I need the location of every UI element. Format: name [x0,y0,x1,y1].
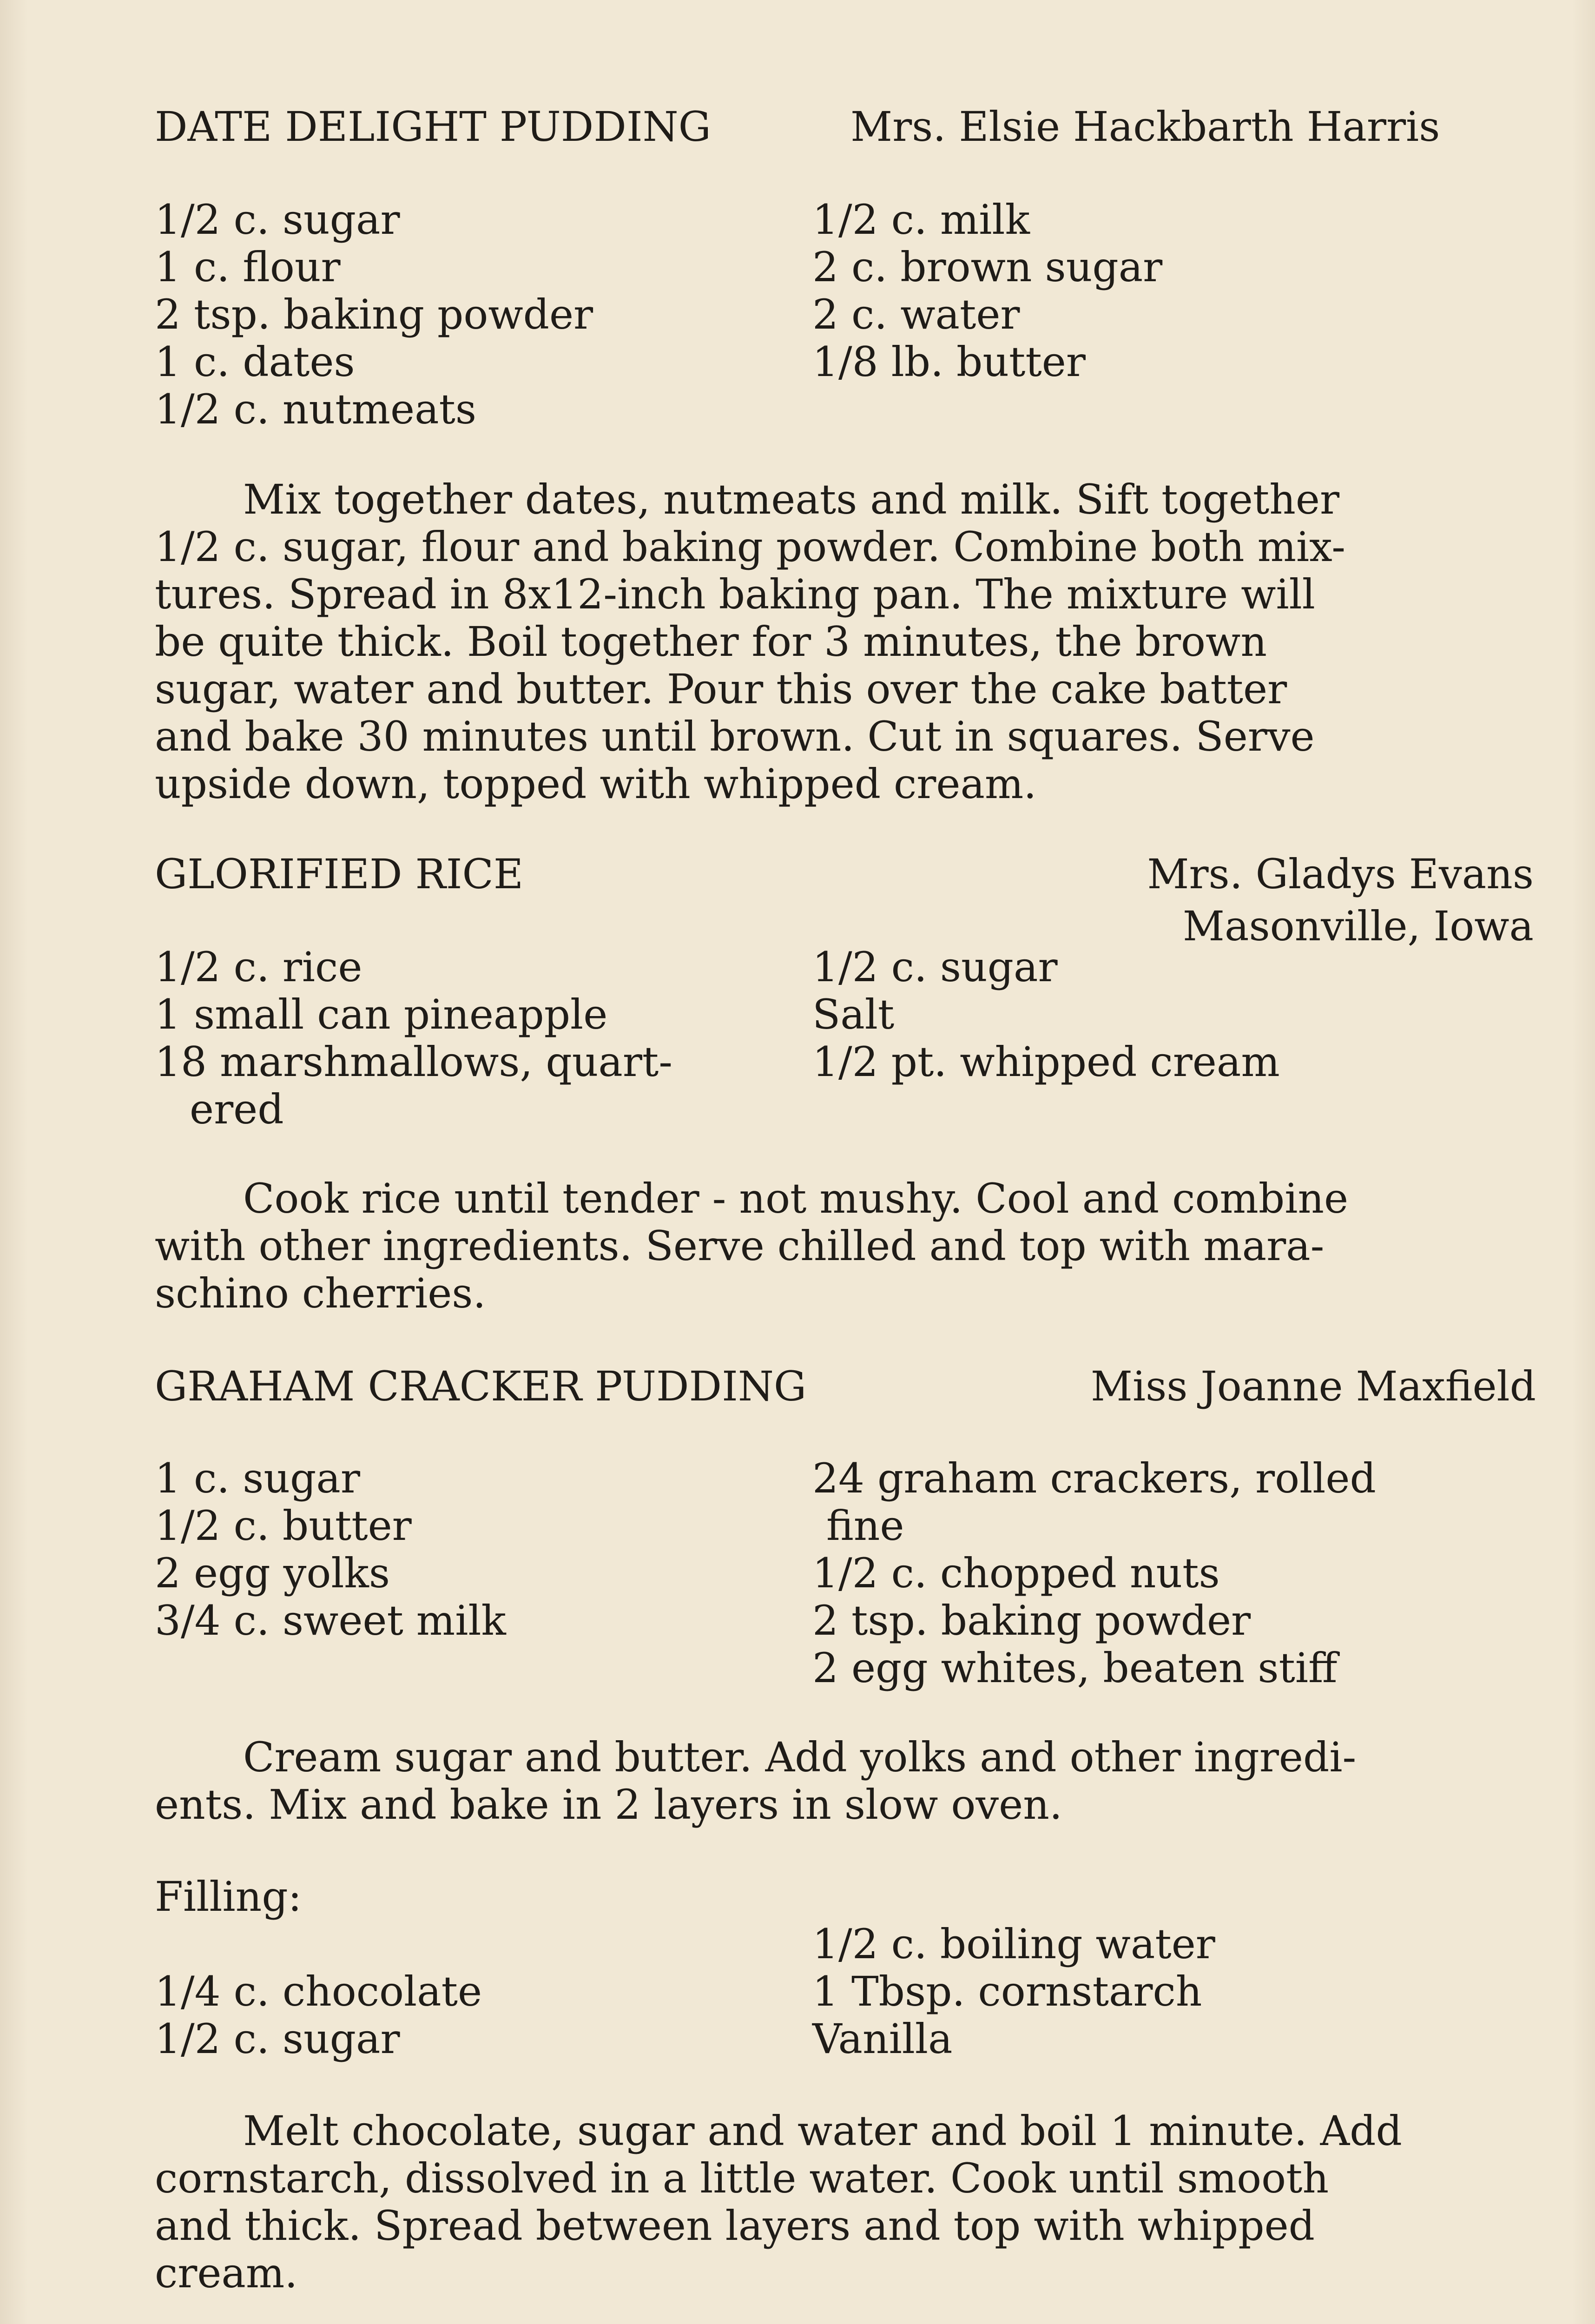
ingredients-right [812,944,1280,1086]
direction-line: 1/2 c. sugar, flour and baking powder. Combine both mix- [155,523,1345,571]
ingredient: ered [190,1085,284,1133]
direction-line: Cream sugar and butter. Add yolks and other ingredi- [243,1733,1357,1781]
ingredient: 2 tsp. baking powder [812,1597,1251,1644]
ingredients-left [155,196,593,433]
direction-line: and thick. Spread between layers and top with whipped [155,2202,1315,2250]
ingredient: 24 graham crackers, rolled [812,1454,1376,1502]
ingredients-left [155,1455,506,1644]
ingredient: Salt [812,990,895,1038]
filling-ingredients-right [812,1921,1215,2063]
ingredient: 18 marshmallows, quart- [155,1038,673,1086]
ingredient: 1/2 c. boiling water [812,1920,1215,1968]
recipe-title: GLORIFIED RICE [155,850,524,898]
direction-line: Mix together dates, nutmeats and milk. Sift together [243,475,1340,523]
ingredients-left [155,944,672,1133]
filling-label: Filling: [155,1873,302,1921]
direction-line: Melt chocolate, sugar and water and boil 1 minute. Add [243,2107,1402,2155]
ingredient: 2 egg yolks [155,1549,390,1597]
direction-line: cream. [155,2249,298,2297]
ingredient: 2 egg whites, beaten stiff [812,1644,1338,1692]
recipe-title: GRAHAM CRACKER PUDDING [155,1362,807,1410]
recipe-directions [155,476,1530,808]
ingredient: 2 c. water [812,290,1020,338]
ingredient: 1/2 c. chopped nuts [812,1549,1220,1597]
direction-line: Cook rice until tender - not mushy. Cool and combine [243,1175,1349,1222]
ingredient: 1 small can pineapple [155,990,608,1038]
recipe-directions [155,1734,1530,1829]
ingredient: 1/8 lb. butter [812,338,1086,386]
recipe-author: Miss Joanne Maxfield [1090,1362,1536,1410]
direction-line: cornstarch, dissolved in a little water. Cook until smooth [155,2154,1329,2202]
direction-line: ents. Mix and bake in 2 layers in slow oven. [155,1781,1062,1829]
ingredient: Vanilla [812,2015,953,2063]
ingredient: 1/2 c. milk [812,196,1030,244]
ingredient: 2 c. brown sugar [812,243,1163,291]
recipe-author-location: Masonville, Iowa [1182,902,1534,950]
direction-line: be quite thick. Boil together for 3 minutes, the brown [155,618,1267,666]
ingredient: 1 c. dates [155,338,355,386]
ingredient: 1/4 c. chocolate [155,1967,482,2015]
direction-line: sugar, water and butter. Pour this over the cake batter [155,665,1287,713]
ingredient: 1/2 c. butter [155,1502,412,1550]
direction-line: upside down, topped with whipped cream. [155,760,1037,808]
ingredient: 1/2 c. nutmeats [155,385,477,433]
ingredient: 3/4 c. sweet milk [155,1597,506,1644]
filling-directions [155,2107,1530,2297]
ingredient: 1/2 c. sugar [155,196,400,244]
filling-ingredients-left [155,1968,482,2063]
direction-line: with other ingredients. Serve chilled and top with mara- [155,1222,1325,1270]
ingredient: 1/2 c. sugar [812,943,1058,991]
ingredient: 1/2 c. rice [155,943,362,991]
direction-line: schino cherries. [155,1269,486,1317]
ingredient: 1/2 pt. whipped cream [812,1038,1280,1086]
recipe-directions [155,1175,1530,1317]
direction-line: tures. Spread in 8x12-inch baking pan. The mixture will [155,570,1315,618]
recipe-title: DATE DELIGHT PUDDING [155,103,711,151]
ingredient: 1 c. sugar [155,1454,360,1502]
ingredient: fine [826,1502,904,1550]
ingredient: 1/2 c. sugar [155,2015,400,2063]
ingredient: 2 tsp. baking powder [155,290,593,338]
ingredients-right [812,196,1162,386]
ingredients-right [812,1455,1376,1692]
ingredient: 1 Tbsp. cornstarch [812,1967,1202,2015]
direction-line: and bake 30 minutes until brown. Cut in squares. Serve [155,713,1315,760]
ingredient: 1 c. flour [155,243,341,291]
recipe-author: Mrs. Gladys Evans [1147,850,1534,898]
recipe-author: Mrs. Elsie Hackbarth Harris [850,103,1440,151]
